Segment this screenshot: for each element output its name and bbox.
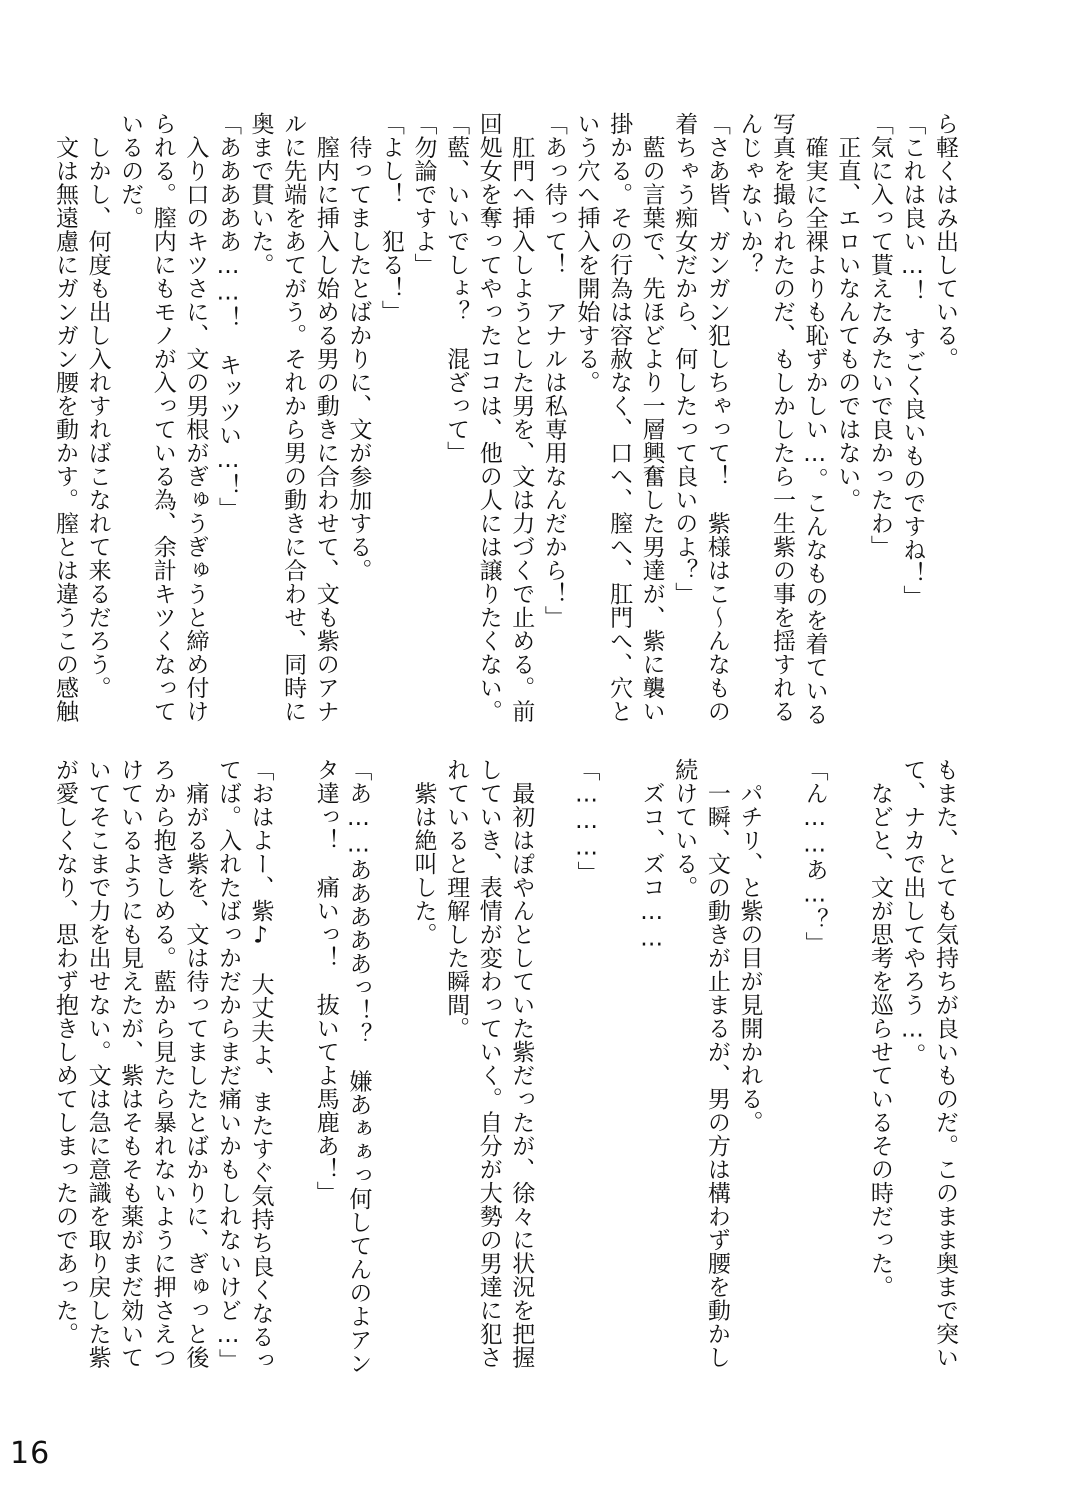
text-line: けているようにも見えたが、紫はそもそも薬がまだ効いて [117,758,144,1369]
text-line: 肛門へ挿入しようとした男を、文は力づくで止める。前 [508,112,535,723]
page-number: 16 [10,1436,51,1471]
text-line [537,758,570,1358]
text-line: していき、表情が変わっていく。自分が大勢の男達に犯さ [475,758,502,1369]
text-line: んじゃないか？ [736,112,763,277]
text-line: 「勿論ですよ」 [410,112,437,277]
text-line: ルに先端をあてがう。それから男の動きに合わせ、同時に [280,112,307,723]
text-line: などと、文が思考を巡らせているその時だった。 [866,758,893,1299]
text-line: ら軽くはみ出している。 [932,112,958,371]
text-line: て、ナカで出してやろう…。 [899,758,926,1067]
text-line: 一瞬、文の動きが止まるが、男の方は構わず腰を動かし [703,758,730,1369]
text-line: 写真を撮られたのだ、もしかしたら一生紫の事を揺すれる [769,112,796,723]
text-line [765,758,798,1358]
text-line: 「これは良い…！ すごく良いものですね！」 [899,112,926,609]
text-line: 「よし！ 犯る！」 [377,112,404,324]
text-line [277,758,310,1358]
text-line: いてそこまで力を出せない。文は急に意識を取り戻した紫 [84,758,111,1369]
text-line: 痛がる紫を、文は待ってましたとばかりに、ぎゅっと後 [182,758,209,1369]
text-line: 待ってましたとばかりに、文が参加する。 [345,112,372,582]
text-line: しかし、何度も出し入れすればこなれて来るだろう。 [84,112,111,700]
text-block-upper [51,112,961,726]
text-line: 最初はぽやんとしていた紫だったが、徐々に状況を把握 [508,758,535,1369]
text-line: 入り口のキツさに、文の男根がぎゅうぎゅうと締め付け [182,112,209,723]
text-line: 「あっ待って！ アナルは私専用なんだから！」 [540,112,567,629]
text-line [374,758,407,1358]
text-line: ろから抱きしめる。藍から見たら暴れないように押さえつ [149,758,176,1369]
text-line: 正直、エロいなんてものではない。 [834,112,861,512]
text-line: 「さあ皆、ガンガン犯しちゃって！ 紫様はこ～んなもの [703,112,730,723]
text-line: 「藍、いいでしょ？ 混ざって」 [443,112,470,465]
text-line: 着ちゃう痴女だから、何したって良いのよ？」 [671,112,698,606]
text-line: 「あああああ……！ キッツい…！」 [214,112,241,521]
text-line: 掛かる。その行為は容赦なく、口へ、膣へ、肛門へ、穴と [606,112,633,723]
text-line: 文は無遠慮にガンガン腰を動かす。膣とは違うこの感触 [51,112,78,723]
text-line: パチリ、と紫の目が見開かれる。 [736,758,763,1134]
text-line: ズコ、ズコ…… [638,758,665,952]
text-line: 奥まで貫いた。 [247,112,274,277]
text-line: 藍の言葉で、先ほどより一層興奮した男達が、紫に襲い [638,112,665,723]
text-line: もまた、とても気持ちが良いものだ。このまま奥まで突い [932,758,958,1369]
text-line: タ達っ！ 痛いっ！ 抜いてよ馬鹿あ！」 [312,758,339,1205]
text-line: 「ん……あ…？」 [801,758,828,955]
text-line: が愛しくなり、思わず抱きしめてしまったのであった。 [51,758,78,1346]
text-line: 「気に入って貰えたみたいで良かったわ」 [866,112,893,559]
text-line: 「おはよー、紫♪ 大丈夫よ、またすぐ気持ち良くなるっ [247,758,274,1372]
text-block-lower [51,758,961,1375]
text-line: れていると理解した瞬間。 [443,758,470,1040]
text-line: 「あ……あああああっ！？ 嫌あぁぁっ何してんのよアン [345,758,372,1375]
text-line [831,758,864,1358]
text-line: いるのだ。 [117,112,144,230]
text-line: 続けている。 [671,758,698,899]
text-line: いう穴へ挿入を開始する。 [573,112,600,394]
text-line: られる。膣内にもモノが入っている為、余計キツくなって [149,112,176,723]
text-line: 膣内に挿入し始める男の動きに合わせて、文も紫のアナ [312,112,339,723]
text-line: 「………」 [573,758,600,885]
text-line: てば。入れたばっかだからまだ痛いかもしれないけど…」 [214,758,241,1372]
text-line: 確実に全裸よりも恥ずかしい…。こんなものを着ている [801,112,828,726]
text-line: 紫は絶叫した。 [410,758,437,946]
text-line [602,758,635,1358]
text-line: 回処女を奪ってやったココは、他の人には譲りたくない。 [475,112,502,723]
